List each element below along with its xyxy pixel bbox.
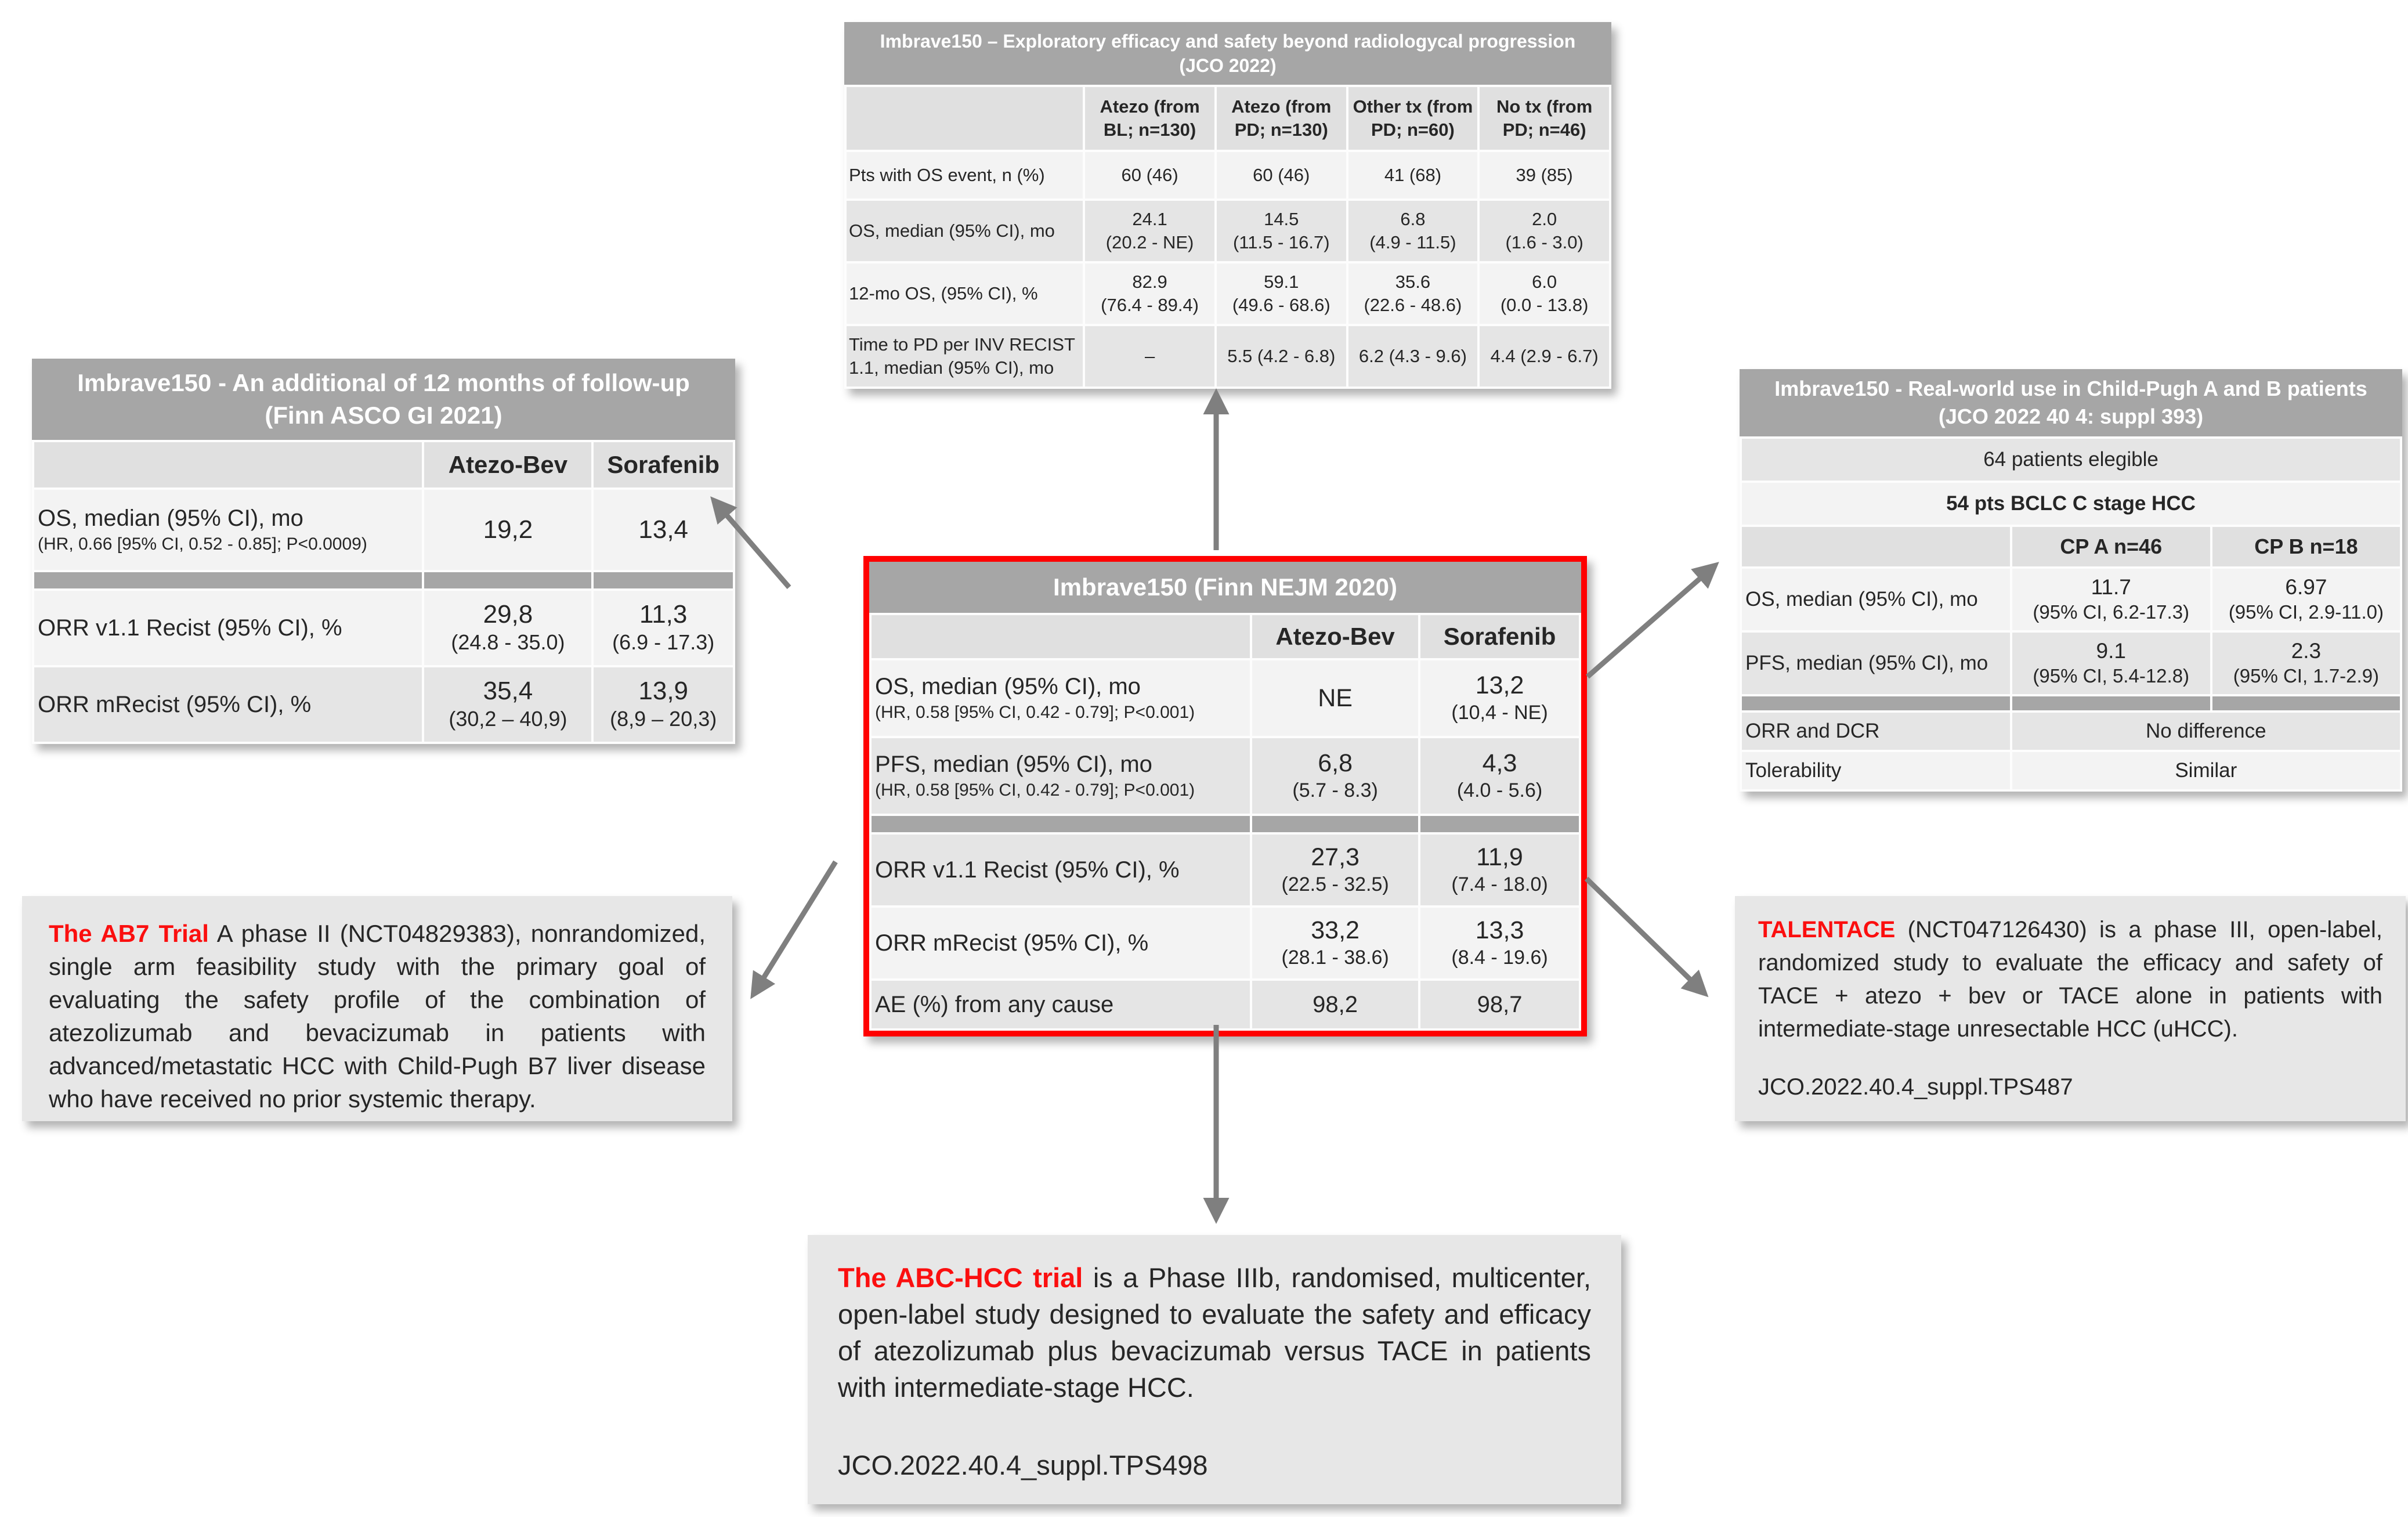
value-main: 35.6 <box>1395 272 1431 292</box>
row-label: ORR v1.1 Recist (95% CI), % <box>34 591 422 665</box>
value-main: 59.1 <box>1264 272 1299 292</box>
value-cell <box>2012 569 2210 630</box>
value-main: 13,9 <box>638 677 689 705</box>
row-label: OS, median (95% CI), mo <box>1742 569 2010 630</box>
column-header: Atezo-Bev <box>424 442 591 487</box>
value-range: (6.9 - 17.3) <box>612 630 715 654</box>
divider-cell <box>594 572 733 588</box>
row-label: Tolerability <box>1742 752 2010 789</box>
value-cell <box>424 667 591 742</box>
value-range: (95% CI, 1.7-2.9) <box>2233 665 2380 687</box>
value-main: 9.1 <box>2096 639 2126 663</box>
table-title <box>1740 369 2402 436</box>
span-cell: 64 patients elegible <box>1742 439 2400 481</box>
column-header: Atezo (from PD; n=130) <box>1217 87 1346 150</box>
row-label: PFS, median (95% CI), mo <box>1742 633 2010 694</box>
column-header-row <box>847 87 1609 150</box>
value-range: (10,4 - NE) <box>1451 702 1548 724</box>
divider-cell <box>1252 816 1418 832</box>
value-range: (28.1 - 38.6) <box>1281 947 1389 969</box>
value-cell <box>1085 201 1214 261</box>
note-lead: The ABC-HCC trial <box>838 1262 1083 1293</box>
divider-cell <box>424 572 591 588</box>
talentace-trial-note <box>1735 896 2406 1121</box>
table-row <box>872 738 1579 814</box>
value-cell: 41 (68) <box>1348 152 1478 198</box>
value-main: 13,2 <box>1475 671 1524 699</box>
column-header-row <box>872 615 1579 658</box>
value-main: NE <box>1318 684 1353 712</box>
row-label: AE (%) from any cause <box>872 981 1250 1028</box>
divider-row <box>872 816 1579 832</box>
column-header: Sorafenib <box>1420 615 1579 658</box>
value-range: (4.9 - 11.5) <box>1369 232 1456 252</box>
value-cell <box>1252 908 1418 978</box>
row-label: ORR v1.1 Recist (95% CI), % <box>872 835 1250 905</box>
value-main: 14.5 <box>1264 209 1299 229</box>
value-main: 11,9 <box>1476 843 1523 871</box>
value-cell <box>1420 908 1579 978</box>
value-range: (8,9 – 20,3) <box>610 707 717 731</box>
note-paragraph <box>838 1259 1591 1406</box>
divider-cell <box>1420 816 1579 832</box>
value-range: (49.6 - 68.6) <box>1232 295 1330 315</box>
value-cell: – <box>1085 326 1214 387</box>
value-cell: 98,7 <box>1420 981 1579 1028</box>
table-row <box>872 981 1579 1028</box>
row-label: ORR and DCR <box>1742 713 2010 750</box>
table-title-line2: (Finn ASCO GI 2021) <box>265 402 502 429</box>
column-header: Sorafenib <box>594 442 733 487</box>
row-label: OS, median (95% CI), mo <box>847 201 1083 261</box>
value-range: (30,2 – 40,9) <box>449 707 567 731</box>
value-range: (7.4 - 18.0) <box>1451 873 1548 895</box>
row-label: 12-mo OS, (95% CI), % <box>847 263 1083 324</box>
table-title <box>32 359 735 440</box>
value-main: 24.1 <box>1132 209 1167 229</box>
value-cell <box>1085 263 1214 324</box>
arrow-up-right-icon <box>1588 565 1715 677</box>
value-range: (0.0 - 13.8) <box>1500 295 1589 315</box>
value-cell <box>1480 201 1609 261</box>
divider-cell <box>2012 696 2210 710</box>
arrow-down-left-icon <box>753 862 836 995</box>
value-main: 33,2 <box>1311 916 1360 944</box>
table-row <box>1742 713 2400 750</box>
value-cell <box>1348 263 1478 324</box>
top-table <box>844 22 1611 389</box>
note-reference: JCO.2022.40.4_suppl.TPS487 <box>1758 1074 2073 1100</box>
value-cell <box>1217 201 1346 261</box>
right-table <box>1740 369 2402 792</box>
column-header: No tx (from PD; n=46) <box>1480 87 1609 150</box>
table-row <box>1742 439 2400 481</box>
left-table <box>32 359 735 744</box>
left-table-grid <box>32 440 735 744</box>
value-cell <box>1217 263 1346 324</box>
table-row <box>1742 483 2400 525</box>
value-cell <box>1420 660 1579 736</box>
value-main: 6.0 <box>1532 272 1557 292</box>
column-header: CP A n=46 <box>2012 527 2210 566</box>
table-row <box>847 326 1609 387</box>
note-lead: The AB7 Trial <box>49 920 209 947</box>
value-cell <box>1420 835 1579 905</box>
value-main: 19,2 <box>483 515 533 544</box>
corner-cell <box>847 87 1083 150</box>
divider-cell <box>872 816 1250 832</box>
value-cell <box>424 591 591 665</box>
table-row <box>34 667 733 742</box>
span-cell: Similar <box>2012 752 2400 789</box>
table-title <box>844 22 1611 85</box>
value-cell <box>594 490 733 570</box>
value-range: (22.6 - 48.6) <box>1364 295 1462 315</box>
note-body: is a Phase IIIb, randomised, multicenter, open-label study designed to evaluate the safety and efficacy of atezolizumab plus bevacizumab versus TACE in patients with intermediate-stage HCC. <box>838 1262 1592 1403</box>
value-cell: 60 (46) <box>1085 152 1214 198</box>
divider-cell <box>1742 696 2010 710</box>
row-label: ORR mRecist (95% CI), % <box>34 667 422 742</box>
value-cell <box>1348 201 1478 261</box>
value-range: (11.5 - 16.7) <box>1232 232 1330 252</box>
table-row <box>34 591 733 665</box>
value-cell <box>2012 633 2210 694</box>
center-table-grid <box>869 613 1581 1031</box>
value-range: (24.8 - 35.0) <box>451 630 565 654</box>
value-main: 6.97 <box>2285 575 2327 599</box>
abc-hcc-trial-note <box>808 1235 1621 1504</box>
table-row <box>872 660 1579 736</box>
row-label <box>872 660 1250 736</box>
note-paragraph <box>1758 913 2382 1046</box>
value-range: (95% CI, 6.2-17.3) <box>2033 601 2190 623</box>
value-cell <box>1252 738 1418 814</box>
top-table-grid <box>844 85 1611 389</box>
row-label-sub: (HR, 0.66 [95% CI, 0.52 - 0.85]; P<0.0009) <box>38 534 367 554</box>
table-row <box>1742 752 2400 789</box>
table-title-line1: Imbrave150 - Real-world use in Child-Pugh A and B patients <box>1774 377 2367 400</box>
note-body: (NCT047126430) is a phase III, open-label, randomized study to evaluate the efficacy and safety of TACE + atezo + bev or TACE alone in patients with intermediate-stage unresectable HCC (uHCC). <box>1758 917 2382 1042</box>
value-main: 13,3 <box>1475 916 1524 944</box>
value-cell <box>424 490 591 570</box>
note-lead: TALENTACE <box>1758 917 1896 942</box>
value-cell: 98,2 <box>1252 981 1418 1028</box>
value-cell <box>594 591 733 665</box>
table-row <box>1742 633 2400 694</box>
row-label-sub: (HR, 0.58 [95% CI, 0.42 - 0.79]; P<0.001) <box>875 703 1195 722</box>
value-cell <box>594 667 733 742</box>
value-range: (5.7 - 8.3) <box>1292 779 1378 801</box>
column-header: Atezo (from BL; n=130) <box>1085 87 1214 150</box>
corner-cell <box>1742 527 2010 566</box>
value-main: 4,3 <box>1482 749 1517 777</box>
value-range: (95% CI, 2.9-11.0) <box>2228 601 2384 623</box>
table-row <box>872 908 1579 978</box>
value-range: (76.4 - 89.4) <box>1101 295 1199 315</box>
value-main: 6.8 <box>1400 209 1426 229</box>
value-cell: 6.2 (4.3 - 9.6) <box>1348 326 1478 387</box>
value-main: 82.9 <box>1132 272 1167 292</box>
value-main: 2.3 <box>2291 639 2322 663</box>
table-row <box>34 490 733 570</box>
value-cell: 39 (85) <box>1480 152 1609 198</box>
value-cell <box>2212 633 2400 694</box>
column-header: Atezo-Bev <box>1252 615 1418 658</box>
row-label-main: OS, median (95% CI), mo <box>38 505 303 531</box>
table-title-line1: Imbrave150 - An additional of 12 months of follow-up <box>77 369 690 396</box>
center-table-highlighted <box>863 556 1587 1036</box>
table-row <box>847 263 1609 324</box>
value-main: 27,3 <box>1311 843 1360 871</box>
divider-row <box>34 572 733 588</box>
row-label-main: PFS, median (95% CI), mo <box>875 752 1152 777</box>
value-cell <box>1420 738 1579 814</box>
row-label: ORR mRecist (95% CI), % <box>872 908 1250 978</box>
divider-cell <box>2212 696 2400 710</box>
divider-cell <box>34 572 422 588</box>
right-table-grid <box>1740 436 2402 792</box>
corner-cell <box>872 615 1250 658</box>
value-main: 13,4 <box>638 515 689 544</box>
value-cell <box>1252 835 1418 905</box>
row-label-sub: (HR, 0.58 [95% CI, 0.42 - 0.79]; P<0.001) <box>875 781 1195 800</box>
value-main: 6,8 <box>1318 749 1353 777</box>
value-main: 35,4 <box>483 677 533 705</box>
value-main: 11.7 <box>2091 575 2131 599</box>
table-row <box>847 152 1609 198</box>
divider-row <box>1742 696 2400 710</box>
row-label-main: OS, median (95% CI), mo <box>875 674 1141 699</box>
value-range: (4.0 - 5.6) <box>1456 779 1543 801</box>
corner-cell <box>34 442 422 487</box>
value-main: 11,3 <box>639 600 688 629</box>
value-range: (95% CI, 5.4-12.8) <box>2033 665 2190 687</box>
value-cell: 4.4 (2.9 - 6.7) <box>1480 326 1609 387</box>
value-cell <box>2212 569 2400 630</box>
span-cell: 54 pts BCLC C stage HCC <box>1742 483 2400 525</box>
note-body: A phase II (NCT04829383), nonrandomized, single arm feasibility study with the primary goal of evaluating the safety profile of the combination of atezolizumab and bevacizumab in patients with advanced/metastatic HCC with Child-Pugh B7 liver disease who have received no prior systemic therapy. <box>49 920 706 1113</box>
span-cell: No difference <box>2012 713 2400 750</box>
column-header: Other tx (from PD; n=60) <box>1348 87 1478 150</box>
row-label <box>34 490 422 570</box>
note-paragraph <box>49 917 706 1115</box>
row-label: Time to PD per INV RECIST 1.1, median (95% CI), mo <box>847 326 1083 387</box>
row-label: Pts with OS event, n (%) <box>847 152 1083 198</box>
table-title-line2: (JCO 2022) <box>1179 55 1277 76</box>
value-range: (22.5 - 32.5) <box>1281 873 1389 895</box>
value-cell: 5.5 (4.2 - 6.8) <box>1217 326 1346 387</box>
table-row <box>1742 569 2400 630</box>
column-header: CP B n=18 <box>2212 527 2400 566</box>
ab7-trial-note <box>22 896 732 1121</box>
value-cell: 60 (46) <box>1217 152 1346 198</box>
value-cell <box>1480 263 1609 324</box>
row-label <box>872 738 1250 814</box>
value-range: (8.4 - 19.6) <box>1451 947 1548 969</box>
table-title-line2: (JCO 2022 40 4: suppl 393) <box>1938 404 2204 428</box>
value-cell <box>1252 660 1418 736</box>
value-main: 29,8 <box>483 600 533 629</box>
note-reference: JCO.2022.40.4_suppl.TPS498 <box>838 1450 1208 1480</box>
value-main: 2.0 <box>1532 209 1557 229</box>
table-title: Imbrave150 (Finn NEJM 2020) <box>869 562 1581 613</box>
arrow-down-right-icon <box>1586 879 1705 994</box>
column-header-row <box>1742 527 2400 566</box>
table-row <box>847 201 1609 261</box>
value-range: (1.6 - 3.0) <box>1505 232 1583 252</box>
value-range: (20.2 - NE) <box>1105 232 1194 252</box>
table-row <box>872 835 1579 905</box>
table-title-line1: Imbrave150 – Exploratory efficacy and safety beyond radiologycal progression <box>880 31 1576 52</box>
column-header-row <box>34 442 733 487</box>
